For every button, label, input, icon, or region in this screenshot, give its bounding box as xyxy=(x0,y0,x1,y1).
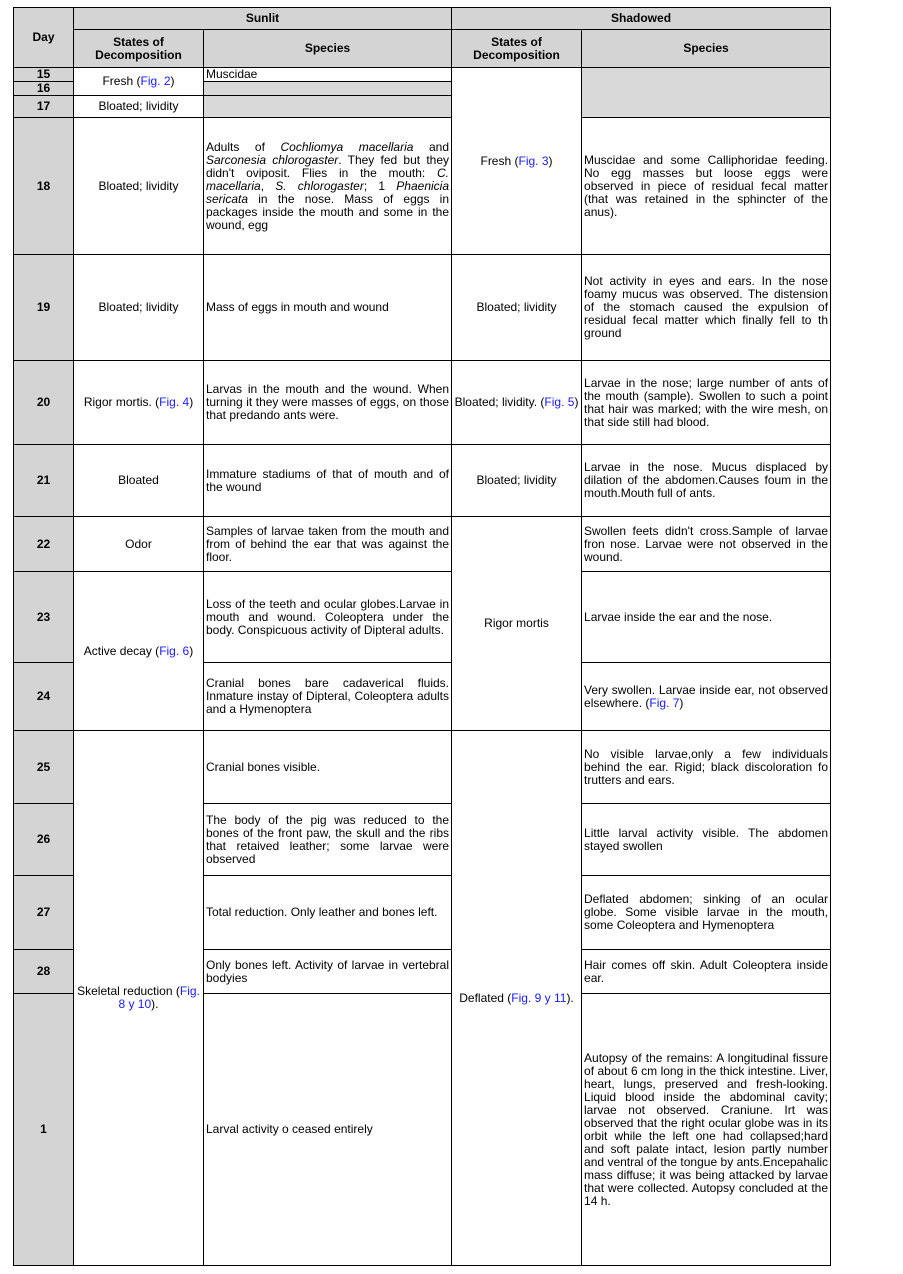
header-shadowed-species: Species xyxy=(582,30,831,68)
figure-link[interactable]: Fig. 7 xyxy=(649,695,680,710)
shadowed-species-cell: Very swollen. Larvae inside ear, not observed elsewhere. (Fig. 7) xyxy=(582,663,831,731)
shadowed-state-cell: Bloated; lividity xyxy=(452,255,582,361)
shadowed-species-cell: Larvae in the nose. Mucus displaced by dilation of the abdomen.Causes foum in the mouth.Mouth full of ants. xyxy=(582,445,831,517)
sunlit-state-cell: Active decay (Fig. 6) xyxy=(74,572,204,731)
sunlit-species-cell: Larvas in the mouth and the wound. When turning it they were masses of eggs, on those that predando ants were. xyxy=(204,361,452,445)
sunlit-species-cell: Cranial bones visible. xyxy=(204,731,452,804)
day-cell: 28 xyxy=(14,950,74,994)
shadowed-state-cell: Rigor mortis xyxy=(452,517,582,731)
day-cell: 26 xyxy=(14,804,74,876)
figure-link[interactable]: Fig. 8 y 10 xyxy=(118,984,200,1011)
shadowed-state-cell: Fresh (Fig. 3) xyxy=(452,68,582,255)
sunlit-species-cell: Only bones left. Activity of larvae in vertebral bodyies xyxy=(204,950,452,994)
sunlit-state-cell: Rigor mortis. (Fig. 4) xyxy=(74,361,204,445)
sunlit-species-cell: The body of the pig was reduced to the bones of the front paw, the skull and the ribs that retaived leather; some larvae were observed xyxy=(204,804,452,876)
sunlit-state-cell: Odor xyxy=(74,517,204,572)
shadowed-state-cell: Deflated (Fig. 9 y 11). xyxy=(452,731,582,1266)
day-cell: 25 xyxy=(14,731,74,804)
shadowed-species-cell: Muscidae and some Calliphoridae feeding. No egg masses but loose eggs were observed in piece of residual fecal matter (that was retained in the sphincter of the anus). xyxy=(582,118,831,255)
table-row xyxy=(14,517,831,572)
day-cell: 1 xyxy=(14,994,74,1266)
sunlit-state-cell: Bloated; lividity xyxy=(74,118,204,255)
sunlit-species-cell: Larval activity o ceased entirely xyxy=(204,994,452,1266)
header-sunlit-species: Species xyxy=(204,30,452,68)
shadowed-species-cell: Larvae inside the ear and the nose. xyxy=(582,572,831,663)
shadowed-state-cell: Bloated; lividity xyxy=(452,445,582,517)
header-shadowed-states: States of Decomposition xyxy=(452,30,582,68)
header-day: Day xyxy=(14,8,74,68)
day-cell: 21 xyxy=(14,445,74,517)
sunlit-species-cell: Samples of larvae taken from the mouth and from of behind the ear that was against the floor. xyxy=(204,517,452,572)
header-shadowed: Shadowed xyxy=(452,8,831,30)
day-cell: 20 xyxy=(14,361,74,445)
sunlit-species-cell: Total reduction. Only leather and bones left. xyxy=(204,876,452,950)
table-row xyxy=(14,118,831,255)
shadowed-species-cell: Little larval activity visible. The abdomen stayed swollen xyxy=(582,804,831,876)
sunlit-state-cell: Bloated; lividity xyxy=(74,255,204,361)
sunlit-species-cell: Mass of eggs in mouth and wound xyxy=(204,255,452,361)
sunlit-species-cell: Loss of the teeth and ocular globes.Larvae in mouth and wound. Coleoptera under the body. Conspicuous activity of Dipteral adults. xyxy=(204,572,452,663)
sunlit-species-cell: Muscidae xyxy=(204,68,452,82)
figure-link[interactable]: Fig. 6 xyxy=(159,643,190,658)
table-row xyxy=(14,255,831,361)
day-cell: 15 xyxy=(14,68,74,82)
shadowed-species-cell: Larvae in the nose; large number of ants of the mouth (sample). Swollen to such a point that hair was marked; with the wire mesh, on that side still had blood. xyxy=(582,361,831,445)
figure-link[interactable]: Fig. 3 xyxy=(518,153,549,168)
figure-link[interactable]: Fig. 5 xyxy=(544,395,575,409)
table-row xyxy=(14,68,831,82)
day-cell: 18 xyxy=(14,118,74,255)
table-row xyxy=(14,445,831,517)
day-cell: 19 xyxy=(14,255,74,361)
table-row xyxy=(14,731,831,804)
day-cell: 22 xyxy=(14,517,74,572)
shadowed-species-cell: Hair comes off skin. Adult Coleoptera inside ear. xyxy=(582,950,831,994)
sunlit-state-cell: Skeletal reduction (Fig. 8 y 10). xyxy=(74,731,204,1266)
sunlit-species-empty-cell xyxy=(204,82,452,96)
shadowed-species-empty-cell xyxy=(582,68,831,118)
table-row xyxy=(14,572,831,663)
shadowed-species-cell: Autopsy of the remains: A longitudinal fissure of about 6 cm long in the thick intestine. Liver, heart, lungs, preserved and fresh-looking. Liquid blood inside the abdominal cavity; larvae not observed. Craniune. Irt was observed that the right ocular globe was in its orbit while the left one had collapsed;hard and soft palate intact, lesion partly number and ventral of the tongue by ants.Encepahalic mass diffuse; it was being attacked by larvae that were collected. Autopsy concluded at the 14 h. xyxy=(582,994,831,1266)
sunlit-state-cell: Bloated xyxy=(74,445,204,517)
day-cell: 17 xyxy=(14,96,74,118)
figure-link[interactable]: Fig. 2 xyxy=(140,74,171,88)
shadowed-species-cell: Deflated abdomen; sinking of an ocular globe. Some visible larvae in the mouth, some Coleoptera and Hymenoptera xyxy=(582,876,831,950)
header-sunlit-states: States of Decomposition xyxy=(74,30,204,68)
sunlit-species-cell: Adults of Cochliomya macellaria and Sarconesia chlorogaster. They fed but they didn't oviposit. Flies in the mouth: C. macellaria, S. chlorogaster; 1 Phaenicia sericata in the nose. Mass of eggs in packages inside the mouth and some in the wound, egg xyxy=(204,118,452,255)
sunlit-species-cell: Immature stadiums of that of mouth and of the wound xyxy=(204,445,452,517)
figure-link[interactable]: Fig. 4 xyxy=(159,395,190,409)
shadowed-species-cell: Not activity in eyes and ears. In the nose foamy mucus was observed. The distension of the stomach caused the expulsion of residual fecal matter which finally fell to th ground xyxy=(582,255,831,361)
sunlit-species-cell: Cranial bones bare cadaverical fluids. Inmature instay of Dipteral, Coleoptera adults and a Hymenoptera xyxy=(204,663,452,731)
day-cell: 24 xyxy=(14,663,74,731)
sunlit-state-cell: Bloated; lividity xyxy=(74,96,204,118)
table-row xyxy=(14,361,831,445)
shadowed-species-cell: Swollen feets didn't cross.Sample of larvae fron nose. Larvae were not observed in the wound. xyxy=(582,517,831,572)
sunlit-state-cell: Fresh (Fig. 2) xyxy=(74,68,204,96)
day-cell: 23 xyxy=(14,572,74,663)
decomposition-table xyxy=(13,7,831,1266)
day-cell: 27 xyxy=(14,876,74,950)
figure-link[interactable]: Fig. 9 y 11 xyxy=(511,990,567,1005)
shadowed-state-cell: Bloated; lividity. (Fig. 5) xyxy=(452,361,582,445)
sunlit-species-empty-cell xyxy=(204,96,452,118)
header-sunlit: Sunlit xyxy=(74,8,452,30)
shadowed-species-cell: No visible larvae,only a few individuals behind the ear. Rigid; black discoloration fo trutters and ears. xyxy=(582,731,831,804)
day-cell: 16 xyxy=(14,82,74,96)
